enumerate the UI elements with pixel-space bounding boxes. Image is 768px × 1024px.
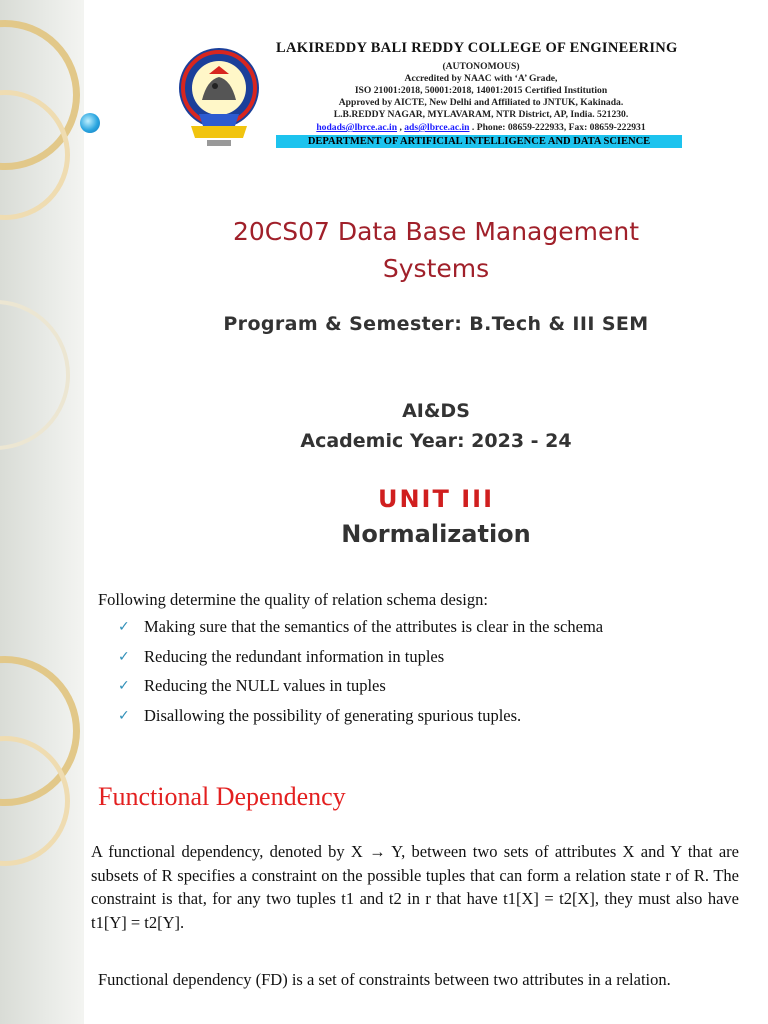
decorative-dot (80, 113, 100, 133)
unit-topic: Normalization (341, 520, 531, 548)
academic-year: Academic Year: 2023 - 24 (300, 430, 572, 452)
list-item (118, 646, 603, 676)
intro-text: Following determine the quality of relation schema design: (98, 590, 488, 609)
fd-definition: Functional dependency (FD) is a set of constraints between two attributes in a relation. (98, 970, 671, 989)
iso-text: ISO 21001:2018, 50001:2018, 14001:2015 Certified Institution (354, 85, 608, 96)
unit-label: UNIT III (377, 485, 495, 513)
college-seal-icon (169, 44, 269, 148)
checkmark-icon: ✓ (118, 678, 130, 694)
email-link-hod[interactable]: hodads@lbrce.ac.in (316, 122, 398, 133)
program-semester: Program & Semester: B.Tech & III SEM (223, 313, 649, 335)
strip-edge (84, 0, 86, 576)
list-item-text: Making sure that the semantics of the attributes is clear in the schema (144, 617, 604, 636)
phone-fax-text: . Phone: 08659-222933, Fax: 08659-222931 (471, 122, 646, 133)
department-short: AI&DS (402, 400, 470, 422)
email-link-dept[interactable]: ads@lbrce.ac.in (404, 122, 470, 133)
list-item-text: Reducing the NULL values in tuples (144, 676, 386, 695)
accreditation-text: Accredited by NAAC with ‘A’ Grade, (404, 73, 558, 84)
strip-edge (84, 576, 86, 1024)
checkmark-icon: ✓ (118, 619, 130, 635)
course-title: 20CS07 Data Base Management Systems (232, 217, 640, 283)
fd-paragraph: A functional dependency, denoted by X → Y, between two sets of attributes X and Y that are subsets of R specifies a constraint on the possible tuples that can form a relation state r of R. The constraint is that, for any two tuples t1 and t2 in r that have t1[X] = t2[X], they must also have t1[Y] = t2[Y]. (91, 842, 739, 932)
department-bar: DEPARTMENT OF ARTIFICIAL INTELLIGENCE AND DATA SCIENCE (276, 135, 682, 148)
college-name: LAKIREDDY BALI REDDY COLLEGE OF ENGINEERING (276, 40, 678, 56)
quality-list (118, 616, 603, 734)
list-item (118, 705, 603, 735)
checkmark-icon: ✓ (118, 648, 130, 665)
list-item (118, 616, 603, 646)
checkmark-icon: ✓ (118, 707, 130, 724)
contact-line: hodads@lbrce.ac.in , ads@lbrce.ac.in . Phone: 08659-222933, Fax: 08659-222931 (316, 122, 646, 133)
section-heading: Functional Dependency (98, 782, 346, 811)
address-text: L.B.REDDY NAGAR, MYLAVARAM, NTR District, AP, India. 521230. (333, 109, 629, 120)
autonomous-label: (AUTONOMOUS) (442, 61, 520, 72)
list-item (118, 675, 603, 705)
approval-text: Approved by AICTE, New Delhi and Affiliated to JNTUK, Kakinada. (338, 97, 624, 108)
list-item-text: Disallowing the possibility of generating spurious tuples. (144, 705, 522, 725)
list-item-text: Reducing the redundant information in tuples (144, 646, 445, 666)
